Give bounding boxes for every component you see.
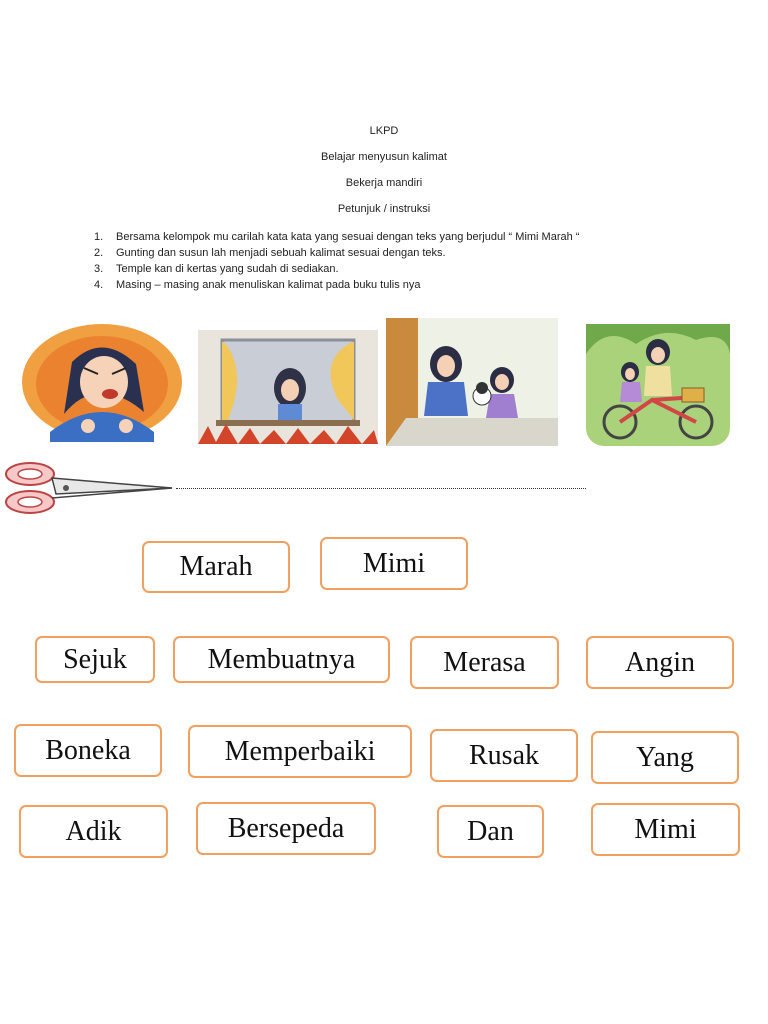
scissors-icon: [0, 458, 176, 527]
instruction-number: 3.: [94, 263, 104, 275]
illustration-girl-window: [198, 330, 378, 444]
instruction-text: Masing – masing anak menuliskan kalimat pada buku tulis nya: [116, 279, 421, 291]
word-card-merasa[interactable]: Merasa: [410, 636, 559, 689]
page-title: LKPD: [369, 125, 399, 137]
word-card-bersepeda[interactable]: Bersepeda: [196, 802, 376, 855]
instruction-list: [94, 229, 579, 293]
instruction-item: [94, 229, 579, 245]
word-card-rusak[interactable]: Rusak: [430, 729, 578, 782]
word-card-marah[interactable]: Marah: [142, 541, 290, 593]
word-card-sejuk[interactable]: Sejuk: [35, 636, 155, 683]
word-card-angin[interactable]: Angin: [586, 636, 734, 689]
illustration-angry-girl: [20, 322, 184, 442]
illustration-girls-bicycle: [586, 324, 730, 446]
word-card-memperbaiki[interactable]: Memperbaiki: [188, 725, 412, 778]
word-card-yang[interactable]: Yang: [591, 731, 739, 784]
instructions-heading: Petunjuk / instruksi: [337, 203, 431, 215]
illustration-girls-doll: [386, 318, 558, 446]
instruction-number: 4.: [94, 279, 104, 291]
instruction-item: [94, 245, 579, 261]
instruction-text: Temple kan di kertas yang sudah di sediakan.: [116, 263, 339, 275]
page-subtitle: Belajar menyusun kalimat: [321, 151, 447, 163]
work-mode: Bekerja mandiri: [345, 177, 423, 189]
instruction-text: Bersama kelompok mu carilah kata kata yang sesuai dengan teks yang berjudul “ Mimi Marah “: [116, 231, 580, 243]
word-card-dan[interactable]: Dan: [437, 805, 544, 858]
instruction-item: [94, 277, 579, 293]
word-card-mimi[interactable]: Mimi: [320, 537, 468, 590]
word-card-adik[interactable]: Adik: [19, 805, 168, 858]
cut-line: [176, 488, 586, 489]
instruction-number: 2.: [94, 247, 104, 259]
word-card-membuatnya[interactable]: Membuatnya: [173, 636, 390, 683]
instruction-item: [94, 261, 579, 277]
word-card-mimi-2[interactable]: Mimi: [591, 803, 740, 856]
word-card-boneka[interactable]: Boneka: [14, 724, 162, 777]
instruction-text: Gunting dan susun lah menjadi sebuah kalimat sesuai dengan teks.: [116, 247, 446, 259]
instruction-number: 1.: [94, 231, 104, 243]
